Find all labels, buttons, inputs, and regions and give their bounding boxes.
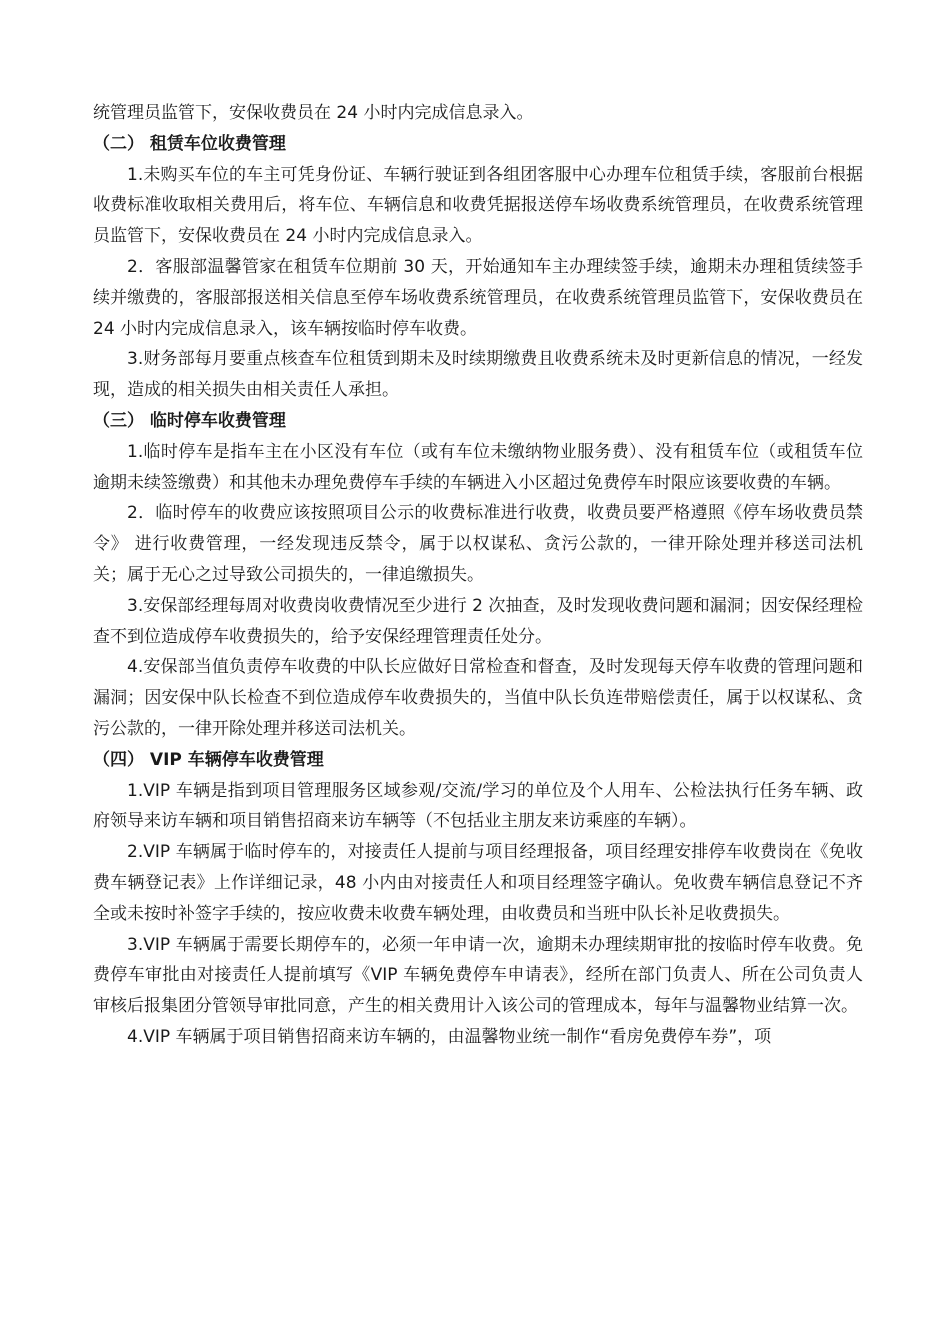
paragraph: 3.安保部经理每周对收费岗收费情况至少进行 2 次抽查，及时发现收费问题和漏洞；因安保经理检查不到位造成停车收费损失的，给予安保经理管理责任处分。 [93,595,863,647]
paragraph: 4.VIP 车辆属于项目销售招商来访车辆的，由温馨物业统一制作“看房免费停车券”，项 [127,1026,772,1047]
paragraph: 2．临时停车的收费应该按照项目公示的收费标准进行收费，收费员要严格遵照《停车场收费员禁令》 进行收费管理，一经发现违反禁令，属于以权谋私、贪污公款的，一律开除处理并移送司法机关；属于无心之过导致公司损失的，一律追缴损失。 [93,503,863,585]
paragraph: 3.财务部每月要重点核查车位租赁到期未及时续期缴费且收费系统未及时更新信息的情况，一经发现，造成的相关损失由相关责任人承担。 [93,349,863,401]
paragraph: 统管理员监管下，安保收费员在 24 小时内完成信息录入。 [93,103,534,123]
paragraph: 2.VIP 车辆属于临时停车的，对接责任人提前与项目经理报备，项目经理安排停车收费岗在《免收费车辆登记表》上作详细记录，48 小内由对接责任人和项目经理签字确认。免收费车辆信息登记不齐全或未按时补签字手续的，按应收费未收费车辆处理，由收费员和当班中队长补足收费损失。 [93,842,863,924]
section-heading: （三） 临时停车收费管理 [93,410,286,431]
paragraph: 1.未购买车位的车主可凭身份证、车辆行驶证到各组团客服中心办理车位租赁手续，客服前台根据收费标准收取相关费用后，将车位、车辆信息和收费凭据报送停车场收费系统管理员，在收费系统管理员监管下，安保收费员在 24 小时内完成信息录入。 [93,164,863,247]
paragraph: 3.VIP 车辆属于需要长期停车的，必须一年申请一次，逾期未办理续期审批的按临时停车收费。免费停车审批由对接责任人提前填写《VIP 车辆免费停车申请表》，经所在部门负责人、所在公司负责人审核后报集团分管领导审批同意，产生的相关费用计入该公司的管理成本，每年与温馨物业结算一次。 [93,934,863,1017]
paragraph: 2．客服部温馨管家在租赁车位期前 30 天，开始通知车主办理续签手续，逾期未办理租赁续签手续并缴费的，客服部报送相关信息至停车场收费系统管理员，在收费系统管理员监管下，安保收费员在 24 小时内完成信息录入，该车辆按临时停车收费。 [93,256,863,339]
section-heading: （四） VIP 车辆停车收费管理 [93,749,324,770]
section-heading: （二） 租赁车位收费管理 [93,133,286,154]
paragraph: 4.安保部当值负责停车收费的中队长应做好日常检查和督查，及时发现每天停车收费的管理问题和漏洞；因安保中队长检查不到位造成停车收费损失的，当值中队长负连带赔偿责任，属于以权谋私、贪污公款的，一律开除处理并移送司法机关。 [93,657,863,739]
paragraph: 1.临时停车是指车主在小区没有车位（或有车位未缴纳物业服务费）、没有租赁车位（或租赁车位逾期未续签缴费）和其他未办理免费停车手续的车辆进入小区超过免费停车时限应该要收费的车辆。 [93,441,863,493]
document-body [93,98,863,1053]
paragraph: 1.VIP 车辆是指到项目管理服务区域参观/交流/学习的单位及个人用车、公检法执行任务车辆、政府领导来访车辆和项目销售招商来访车辆等（不包括业主朋友来访乘座的车辆）。 [93,780,863,832]
